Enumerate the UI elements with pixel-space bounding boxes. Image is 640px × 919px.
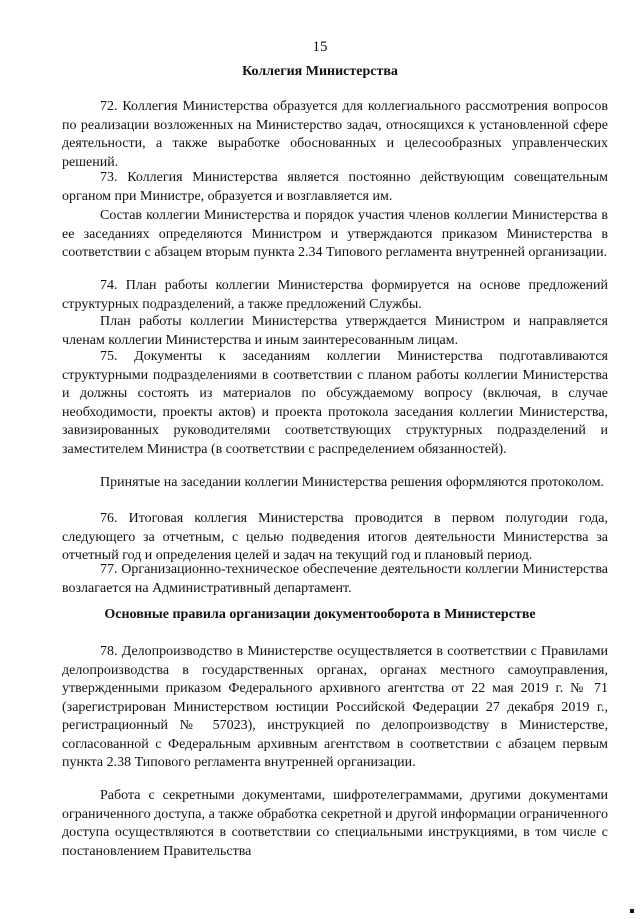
section-title-document-flow: Основные правила организации документооборота в Министерстве <box>104 607 536 622</box>
paragraph-72: 72. Коллегия Министерства образуется для коллегиального рассмотрения вопросов по реализации возложенных на Министерство задач, относящихся к установленной сфере деятельности, а также выработке обоснованных и целесообразных управленческих решений. <box>62 99 608 170</box>
paragraph-73-composition: Состав коллегии Министерства и порядок участия членов коллегии Министерства в ее заседаниях определяются Министром и утверждаются приказом Министерства в соответствии с абзацем вторым пункта 2.34 Типового регламента внутренней организации. <box>62 208 608 260</box>
section-title-collegium: Коллегия Министерства <box>242 64 398 79</box>
paragraph-78: 78. Делопроизводство в Министерстве осуществляется в соответствии с Правилами делопроизводства в государственных органах, органах местного самоуправления, утвержденными приказом Федерального архивного агентства от 22 мая 2019 г. № 71 (зарегистрирован Министерством юстиции Российской Федерации 27 декабря 2019 г., регистрационный № 57023), инструкцией по делопроизводству в Министерстве, согласованной с Федеральным архивным агентством в соответствии с абзацем первым пункта 2.38 Типового регламента внутренней организации. <box>62 644 608 770</box>
paragraph-75: 75. Документы к заседаниям коллегии Министерства подготавливаются структурными подразделениями в соответствии с планом работы коллегии Министерства и должны состоять из материалов по обсуждаемому вопросу (включая, в случае необходимости, проекты актов) и проекта протокола заседания коллегии Министерства, завизированных руководителями соответствующих структурных подразделений и заместителем Министра (в соответствии с распределением обязанностей). <box>62 349 608 457</box>
paragraph-73: 73. Коллегия Министерства является постоянно действующим совещательным органом при Министре, образуется и возглавляется им. <box>62 170 608 204</box>
paragraph-76: 76. Итоговая коллегия Министерства проводится в первом полугодии года, следующего за отчетным, с целью подведения итогов деятельности Министерства за отчетный год и определения целей и задач на текущий год и плановый период. <box>62 511 608 563</box>
paragraph-75-decisions: Принятые на заседании коллегии Министерства решения оформляются протоколом. <box>100 475 604 490</box>
paragraph-78-secret-documents: Работа с секретными документами, шифротелеграммами, другими документами ограниченного доступа, а также обработка секретной и другой информации ограниченного доступа осуществляются в соответствии со специальными инструкциями, в том числе с постановлением Правительства <box>62 788 608 859</box>
scan-corner-mark <box>630 909 634 913</box>
paragraph-74-plan: План работы коллегии Министерства утверждается Министром и направляется членам коллегии Министерства и иным заинтересованным лицам. <box>62 314 608 348</box>
paragraph-74: 74. План работы коллегии Министерства формируется на основе предложений структурных подразделений, а также предложений Службы. <box>62 278 608 312</box>
page-number: 15 <box>312 39 328 55</box>
paragraph-77: 77. Организационно-техническое обеспечение деятельности коллегии Министерства возлагается на Административный департамент. <box>62 562 608 596</box>
